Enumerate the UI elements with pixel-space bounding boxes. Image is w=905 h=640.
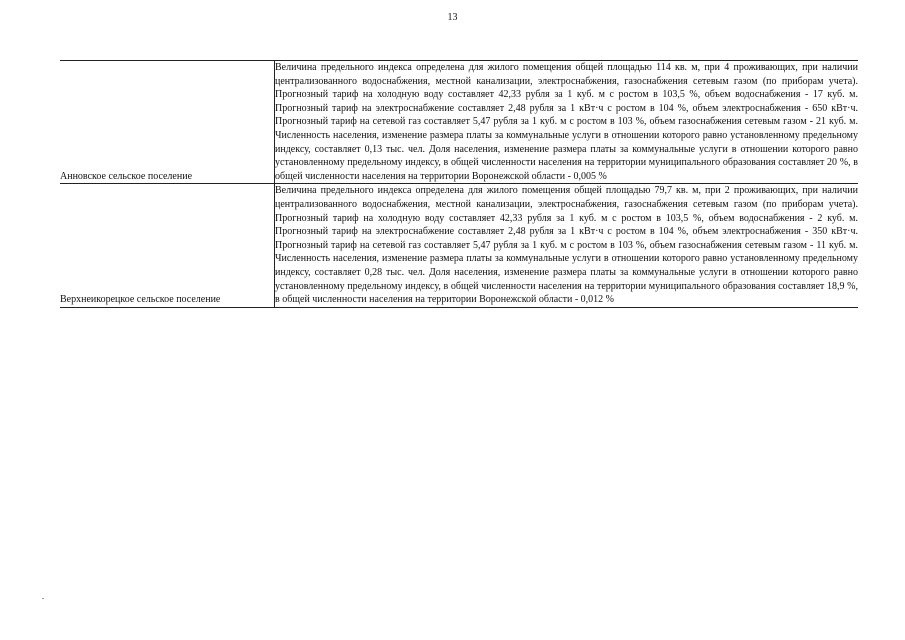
settlements-table [60, 60, 858, 308]
settlement-description: Величина предельного индекса определена для жилого помещения общей площадью 114 кв. м, при 4 проживающих, при наличии централизованного водоснабжения, местной канализации, электроснабжения, газоснабжения сетевым газом (по приборам учета). Прогнозный тариф на холодную воду составляет 42,33 рубля за 1 куб. м с ростом в 103,5 %, объем водоснабжения - 17 куб. м. Прогнозный тариф на электроснабжение составляет 2,48 рубля за 1 кВт·ч с ростом в 104 %, объем электроснабжения - 650 кВт·ч. Прогнозный тариф на сетевой газ составляет 5,47 рубля за 1 куб. м с ростом в 103 %, объем газоснабжения сетевым газом - 21 куб. м. Численность населения, изменение размера платы за коммунальные услуги в отношении которого равно установленному предельному индексу, составляет 0,13 тыс. чел. Доля населения, изменение размера платы за коммунальные услуги в отношении которого равно установленному предельному индексу, в общей численности населения на территории муниципального образования составляет 20 %, в общей численности населения на территории Воронежской области - 0,005 % [275, 61, 859, 184]
table-row [60, 184, 858, 307]
scan-speck [42, 598, 44, 599]
page-number: 13 [447, 12, 458, 23]
table-row [60, 61, 858, 184]
settlement-name: Верхнеикорецкое сельское поселение [60, 184, 275, 307]
settlement-name: Анновское сельское поселение [60, 61, 275, 184]
settlement-description: Величина предельного индекса определена для жилого помещения общей площадью 79,7 кв. м, при 2 проживающих, при наличии централизованного водоснабжения, местной канализации, электроснабжения, газоснабжения сетевым газом (по приборам учета). Прогнозный тариф на холодную воду составляет 42,33 рубля за 1 куб. м с ростом в 103,5 %, объем водоснабжения - 2 куб. м. Прогнозный тариф на электроснабжение составляет 2,48 рубля за 1 кВт·ч с ростом в 104 %, объем электроснабжения - 350 кВт·ч. Прогнозный тариф на сетевой газ составляет 5,47 рубля за 1 куб. м с ростом в 103 %, объем газоснабжения сетевым газом - 11 куб. м. Численность населения, изменение размера платы за коммунальные услуги в отношении которого равно установленному предельному индексу, составляет 0,28 тыс. чел. Доля населения, изменение размера платы за коммунальные услуги в отношении которого равно установленному предельному индексу, в общей численности населения на территории муниципального образования составляет 18,9 %, в общей численности населения на территории Воронежской области - 0,012 % [275, 184, 859, 307]
